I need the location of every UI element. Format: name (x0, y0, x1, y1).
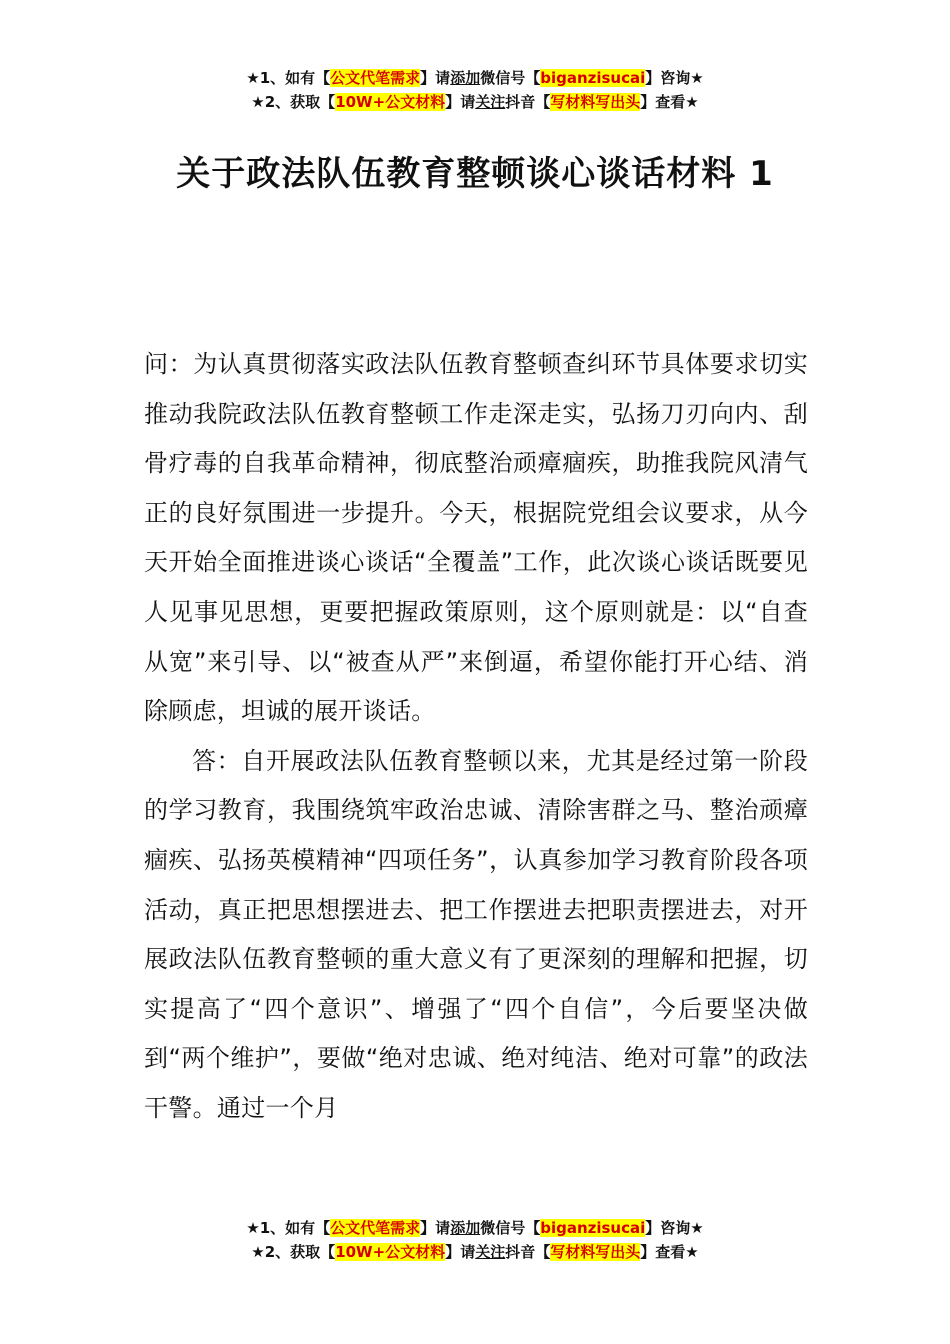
highlight-wechat-id: biganzisucai (540, 69, 646, 87)
footer-banner (0, 1216, 950, 1264)
answer-paragraph: 答：自开展政法队伍教育整顿以来，尤其是经过第一阶段的学习教育，我围绕筑牢政治忠诚、清除害群之马、整治顽瘴痼疾、弘扬英模精神“四项任务”，认真参加学习教育阶段各项活动，真正把思想摆进去、把工作摆进去把职责摆进去，对开展政法队伍教育整顿的重大意义有了更深刻的理解和把握，切实提高了“四个意识”、增强了“四个自信”，今后要坚决做到“两个维护”，要做“绝对忠诚、绝对纯洁、绝对可靠”的政法干警。通过一个月 (144, 746, 808, 1122)
header-banner (0, 66, 950, 114)
highlight-douyin: 写材料写出头 (550, 93, 641, 111)
footer-line-2: ★2、获取【10W+公文材料】请关注抖音【写材料写出头】查看★ (251, 1243, 699, 1261)
document-title: 关于政法队伍教育整顿谈心谈话材料 1 (176, 154, 774, 194)
underline-follow: 关注 (475, 1243, 506, 1261)
highlight-service: 公文代笔需求 (330, 69, 421, 87)
highlight-materials: 10W+公文材料 (335, 1243, 446, 1261)
banner-line-2: ★2、获取【10W+公文材料】请关注抖音【写材料写出头】查看★ (251, 93, 699, 111)
underline-follow: 关注 (475, 93, 506, 111)
highlight-douyin: 写材料写出头 (550, 1243, 641, 1261)
footer-line-1: ★1、如有【公文代笔需求】请添加微信号【biganzisucai】咨询★ (246, 1219, 704, 1237)
banner-line-1: ★1、如有【公文代笔需求】请添加微信号【biganzisucai】咨询★ (246, 69, 704, 87)
document-body (144, 340, 808, 1134)
highlight-service: 公文代笔需求 (330, 1219, 421, 1237)
highlight-wechat-id: biganzisucai (540, 1219, 646, 1237)
underline-add: 添加 (450, 69, 481, 87)
question-paragraph: 问：为认真贯彻落实政法队伍教育整顿查纠环节具体要求切实推动我院政法队伍教育整顿工作走深走实，弘扬刀刃向内、刮骨疗毒的自我革命精神，彻底整治顽瘴痼疾，助推我院风清气正的良好氛围进一步提升。今天，根据院党组会议要求，从今天开始全面推进谈心谈话“全覆盖”工作，此次谈心谈话既要见人见事见思想，更要把握政策原则，这个原则就是：以“自查从宽”来引导、以“被查从严”来倒逼，希望你能打开心结、消除顾虑，坦诚的展开谈话。 (144, 350, 808, 726)
highlight-materials: 10W+公文材料 (335, 93, 446, 111)
underline-add: 添加 (450, 1219, 481, 1237)
